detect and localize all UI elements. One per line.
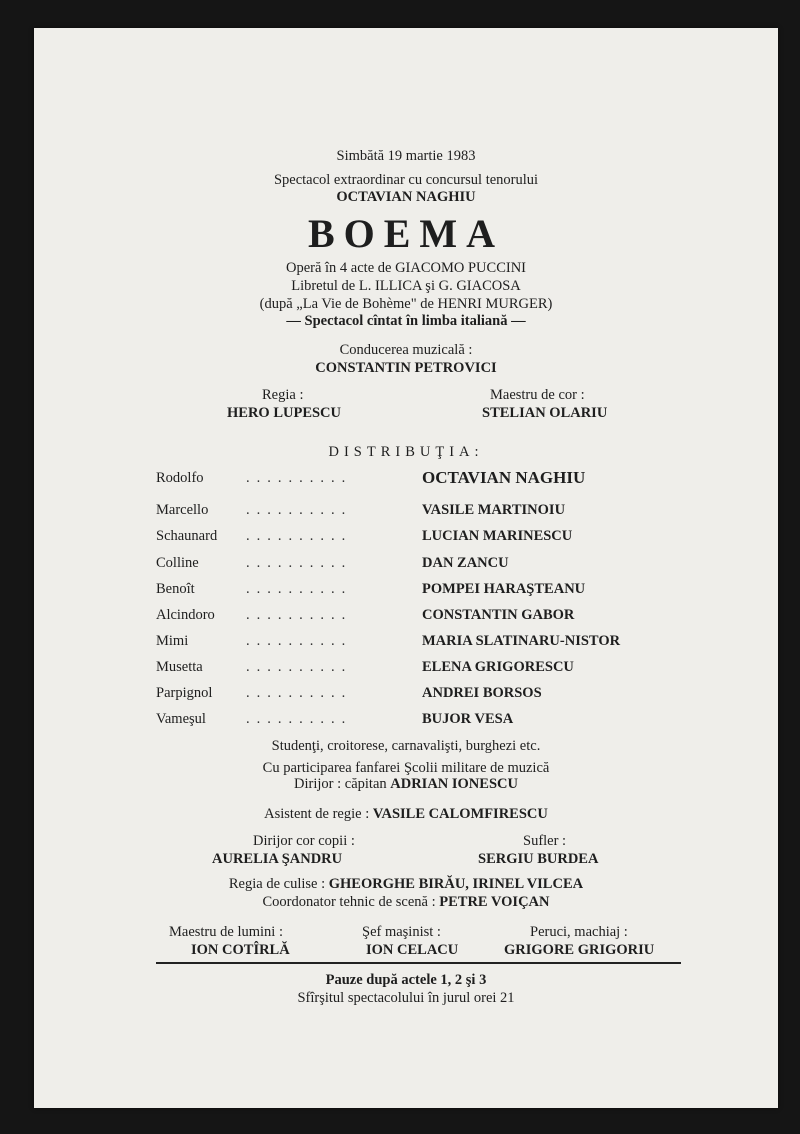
cast-row: [34, 659, 778, 679]
leader-dots: ..........: [246, 502, 353, 518]
leader-dots: ..........: [246, 528, 353, 544]
leader-dots: ..........: [246, 555, 353, 571]
technical-coordinator-label: Coordonator tehnic de scenă :: [262, 894, 436, 910]
singer-name: ANDREI BORSOS: [422, 685, 542, 701]
cast-row: [34, 711, 778, 731]
fanfare-conductor-line: [34, 776, 778, 793]
role-name: Marcello: [156, 502, 209, 518]
role-name: Schaunard: [156, 528, 218, 544]
wigs-makeup-label: Peruci, machiaj :: [530, 924, 628, 940]
children-choir-label: Dirijor cor copii :: [253, 833, 355, 849]
singer-name: MARIA SLATINARU-NISTOR: [422, 633, 621, 649]
tenor-name: OCTAVIAN NAGHIU: [336, 189, 476, 205]
conductor-name: CONSTANTIN PETROVICI: [315, 360, 497, 376]
fanfare-conductor-name: ADRIAN IONESCU: [390, 776, 518, 792]
footer-divider: [156, 962, 681, 964]
cast-row: [34, 502, 778, 522]
chief-machinist-name: ION CELACU: [366, 942, 459, 958]
cast-row: [34, 633, 778, 653]
role-name: Rodolfo: [156, 470, 204, 486]
opera-title: BOEMA: [307, 211, 505, 256]
lighting-master-name: ION COTÎRLĂ: [191, 942, 290, 958]
role-name: Mimi: [156, 633, 189, 649]
cast-row: [34, 555, 778, 575]
role-name: Parpignol: [156, 685, 213, 701]
role-name: Vameşul: [156, 711, 206, 727]
assistant-director-label: Asistent de regie :: [264, 806, 370, 822]
cast-row: [34, 685, 778, 705]
wigs-makeup-name: GRIGORE GRIGORIU: [504, 942, 655, 958]
program-sheet: [34, 28, 778, 1108]
singer-name: ELENA GRIGORESCU: [422, 659, 574, 675]
end-time-line: Sfîrşitul spectacolului în jurul orei 21: [297, 990, 515, 1006]
backstage-direction-names: GHEORGHE BIRĂU, IRINEL VILCEA: [328, 876, 584, 892]
technical-coordinator-line: [34, 894, 778, 911]
special-performance-line: Spectacol extraordinar cu concursul tenorului: [273, 172, 539, 188]
cast-row: [34, 528, 778, 548]
singer-name: OCTAVIAN NAGHIU: [422, 468, 586, 487]
cast-row: [34, 581, 778, 601]
fanfare-line: Cu participarea fanfarei Şcolii militare de muzică: [262, 760, 550, 776]
libretto-line: Libretul de L. ILLICA şi G. GIACOSA: [291, 278, 521, 294]
role-name: Benoît: [156, 581, 195, 597]
choir-master-label: Maestru de cor :: [490, 387, 585, 403]
cast-row: [34, 470, 778, 490]
cast-row: [34, 607, 778, 627]
leader-dots: ..........: [246, 633, 353, 649]
singer-name: VASILE MARTINOIU: [422, 502, 566, 518]
singer-name: POMPEI HARAŞTEANU: [422, 581, 586, 597]
leader-dots: ..........: [246, 685, 353, 701]
extras-line: Studenţi, croitorese, carnavalişti, burghezi etc.: [271, 738, 541, 754]
role-name: Colline: [156, 555, 199, 571]
prompter-label: Sufler :: [523, 833, 567, 849]
distribution-heading: DISTRIBUŢIA:: [328, 444, 484, 460]
backstage-direction-line: [34, 876, 778, 893]
fanfare-conductor-label: Dirijor : căpitan: [294, 776, 387, 792]
regia-label: Regia :: [262, 387, 304, 403]
role-name: Musetta: [156, 659, 203, 675]
children-choir-name: AURELIA ŞANDRU: [212, 851, 343, 867]
choir-master-name: STELIAN OLARIU: [482, 405, 608, 421]
conductor-label: Conducerea muzicală :: [339, 342, 473, 358]
singer-name: BUJOR VESA: [422, 711, 514, 727]
role-name: Alcindoro: [156, 607, 215, 623]
leader-dots: ..........: [246, 711, 353, 727]
leader-dots: ..........: [246, 581, 353, 597]
assistant-director-name: VASILE CALOMFIRESCU: [372, 806, 548, 822]
opera-composer-line: Operă în 4 acte de GIACOMO PUCCINI: [285, 260, 526, 276]
backstage-direction-label: Regia de culise :: [228, 876, 326, 892]
singer-name: CONSTANTIN GABOR: [422, 607, 575, 623]
chief-machinist-label: Şef maşinist :: [362, 924, 441, 940]
technical-coordinator-name: PETRE VOIÇAN: [439, 894, 550, 910]
regia-name: HERO LUPESCU: [227, 405, 342, 421]
leader-dots: ..........: [246, 607, 353, 623]
assistant-director-line: [34, 806, 778, 823]
language-line: — Spectacol cîntat în limba italiană —: [286, 313, 526, 329]
source-line: (după „La Vie de Bohème" de HENRI MURGER): [259, 296, 553, 312]
intermissions-line: Pauze după actele 1, 2 şi 3: [325, 972, 487, 988]
performance-date: Simbătă 19 martie 1983: [336, 148, 476, 164]
singer-name: LUCIAN MARINESCU: [422, 528, 573, 544]
singer-name: DAN ZANCU: [422, 555, 509, 571]
lighting-master-label: Maestru de lumini :: [169, 924, 283, 940]
leader-dots: ..........: [246, 470, 353, 486]
leader-dots: ..........: [246, 659, 353, 675]
prompter-name: SERGIU BURDEA: [478, 851, 599, 867]
